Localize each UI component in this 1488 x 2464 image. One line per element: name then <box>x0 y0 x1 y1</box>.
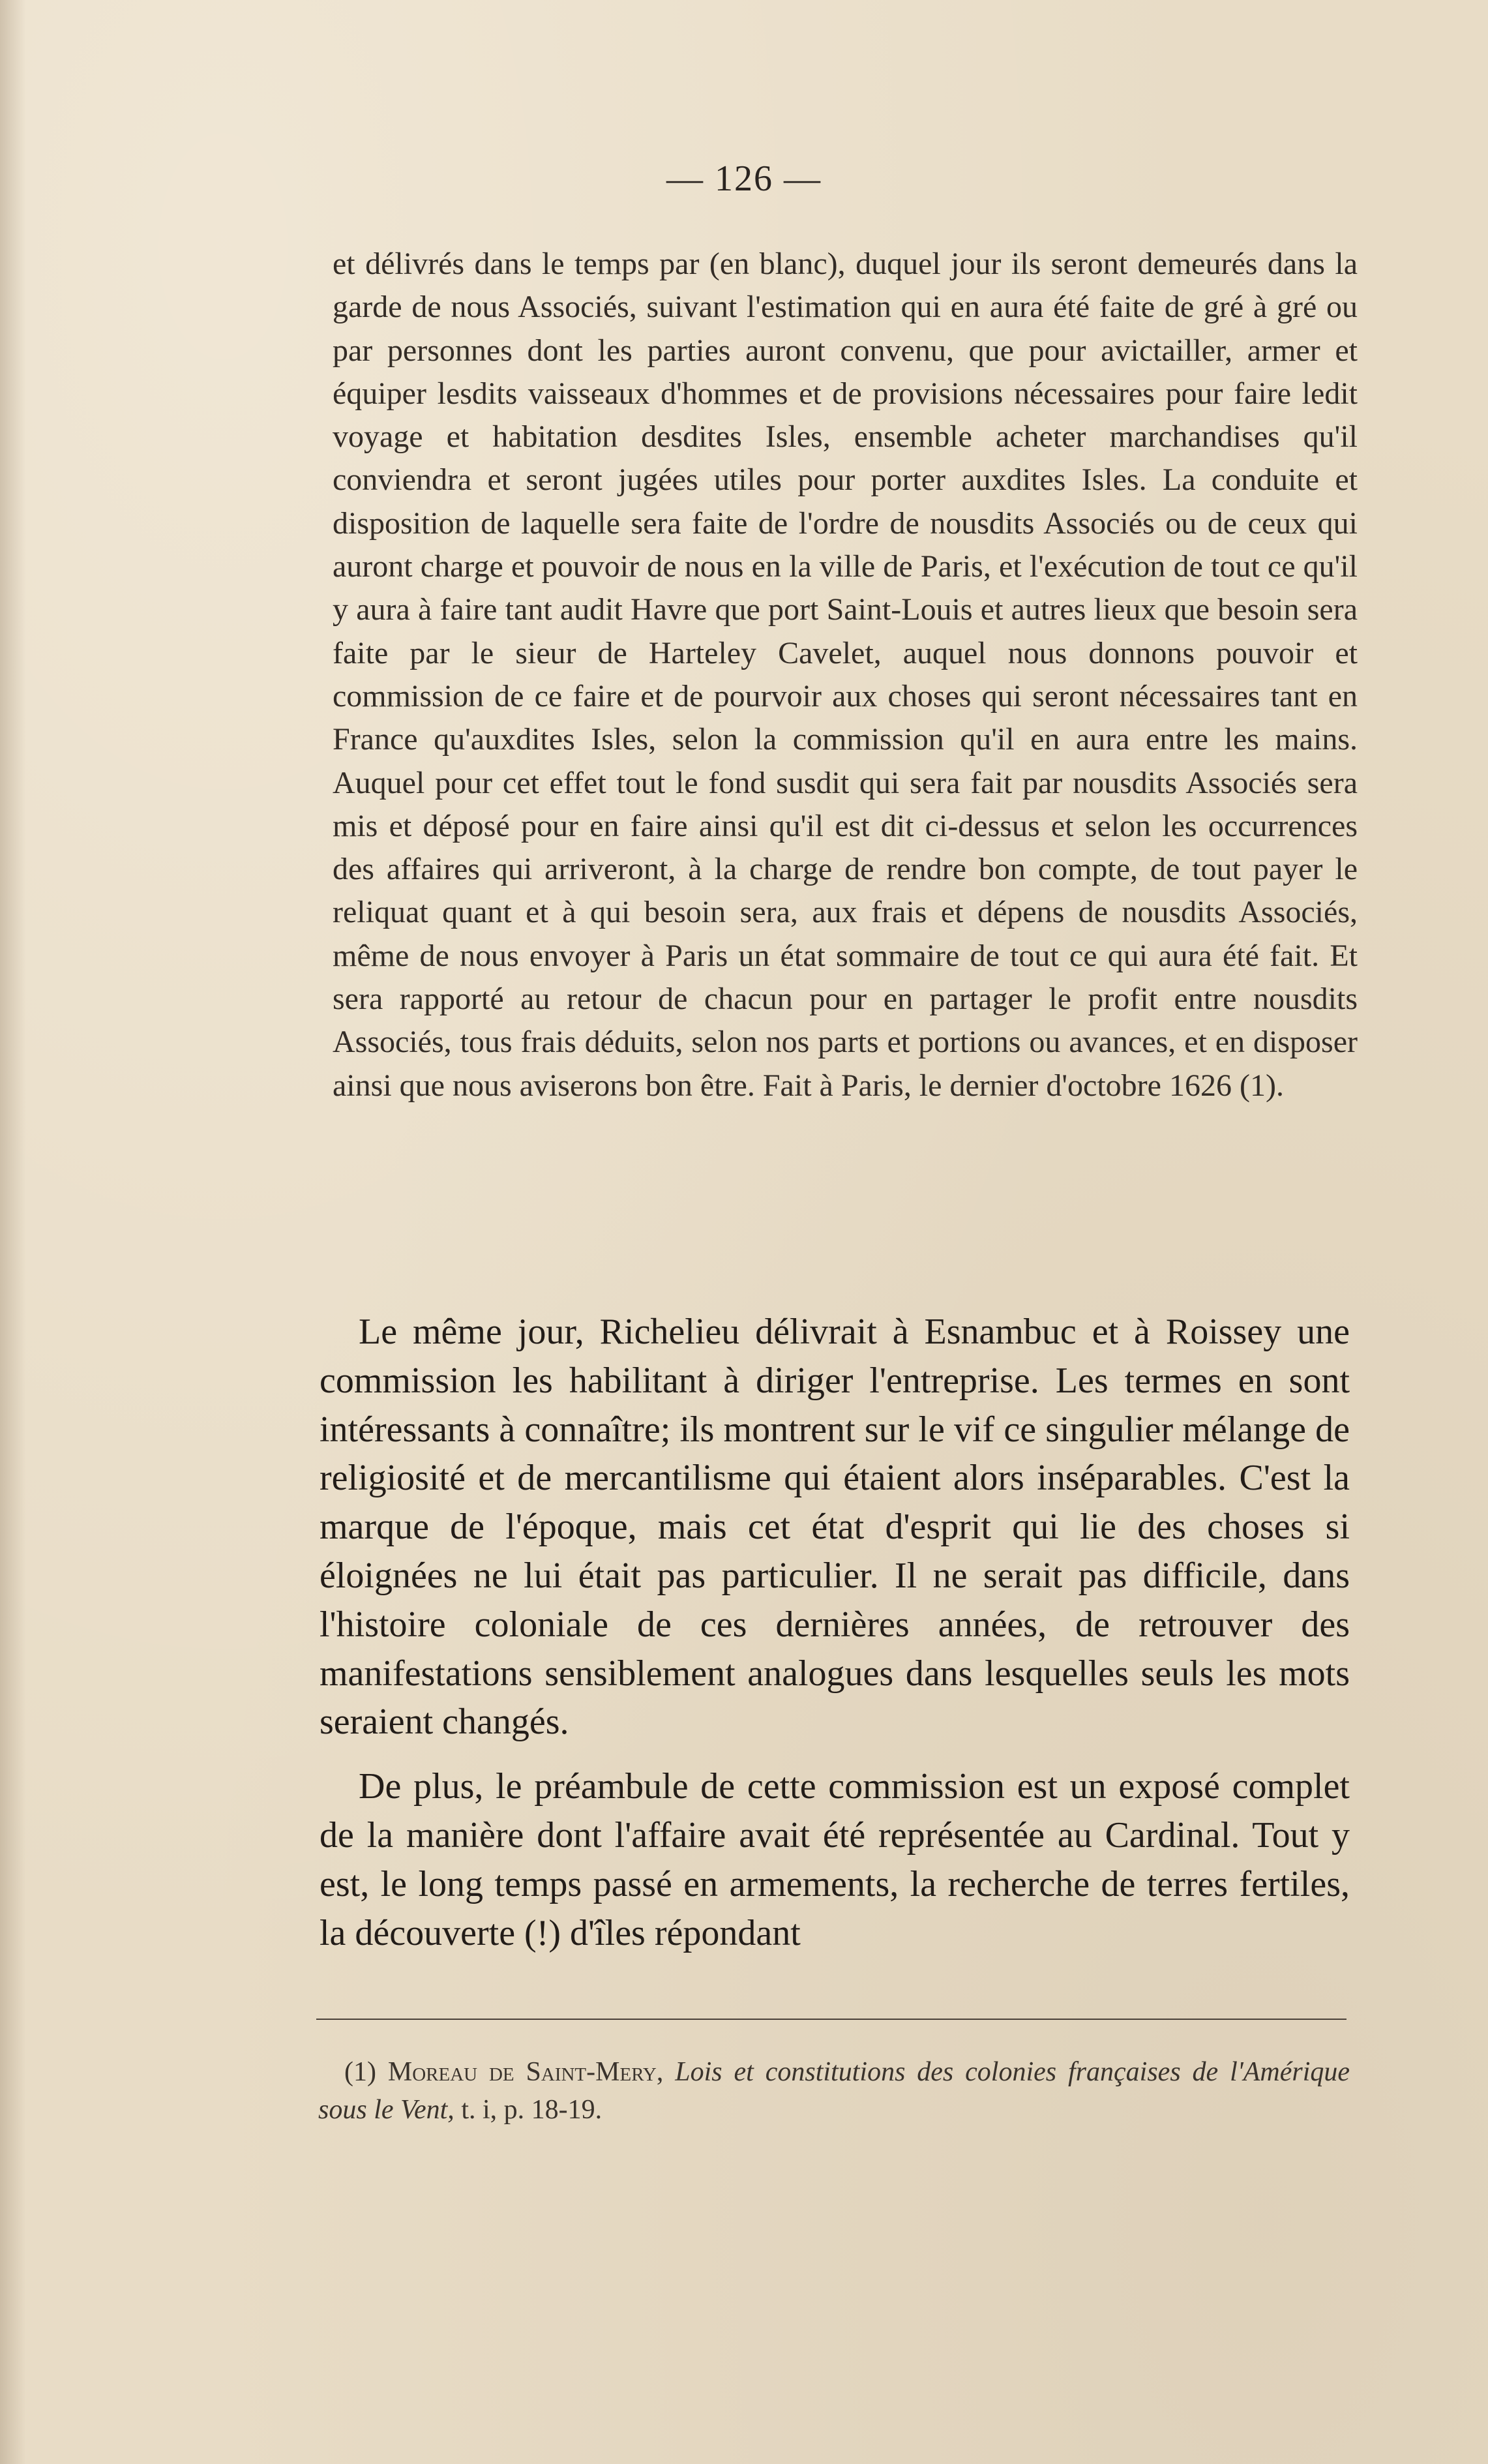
body-paragraph-1: Le même jour, Richelieu délivrait à Esnambuc et à Roissey une commission les habilitant à diriger l'entreprise. Les termes en sont intéressants à connaître; ils montrent sur le vif ce singulier mélange de religiosité et de mercantilisme qui étaient alors inséparables. C'est la marque de l'époque, mais cet état d'esprit qui lie des choses si éloignées ne lui était pas particulier. Il ne serait pas difficile, dans l'histoire coloniale de ces dernières années, de retrouver des manifestations sensiblement analogues dans lesquelles seuls les mots seraient changés. <box>320 1312 1350 1743</box>
page-edge-shadow <box>0 0 26 2464</box>
page-number: — 126 — <box>666 158 822 199</box>
quoted-document-block <box>333 243 1358 1107</box>
footnote-reference: t. i, p. 18-19. <box>461 2095 603 2125</box>
footnote-separator <box>316 2019 1347 2020</box>
main-text-block <box>320 1308 1350 1973</box>
footnote <box>318 2053 1350 2129</box>
footnote-marker: (1) <box>344 2057 376 2087</box>
footnote-title: Lois et constitutions des colonies françaises de l'Amérique sous le Vent, <box>318 2057 1350 2125</box>
body-paragraph-2: De plus, le préambule de cette commission est un exposé complet de la manière dont l'affaire avait été représentée au Cardinal. Tout y est, le long temps passé en armements, la recherche de terres fertiles, la découverte (!) d'îles répondant <box>320 1766 1350 1953</box>
footnote-author: Moreau de Saint-Mery, <box>387 2057 664 2087</box>
quoted-document-text: et délivrés dans le temps par (en blanc), duquel jour ils seront demeurés dans la garde de nous Associés, suivant l'estimation qui en aura été faite de gré à gré ou par personnes dont les parties auront convenu, que pour avictailler, armer et équiper lesdits vaisseaux d'hommes et de provisions nécessaires pour faire ledit voyage et habitation desdites Isles, ensemble acheter marchandises qu'il conviendra et seront jugées utiles pour porter auxdites Isles. La conduite et disposition de laquelle sera faite de l'ordre de nousdits Associés ou de ceux qui auront charge et pouvoir de nous en la ville de Paris, et l'exécution de tout ce qu'il y aura à faire tant audit Havre que port Saint-Louis et autres lieux que besoin sera faite par le sieur de Harteley Cavelet, auquel nous donnons pouvoir et commission de ce faire et de pourvoir aux choses qui seront nécessaires tant en France qu'auxdites Isles, selon la commission qu'il en aura entre les mains. Auquel pour cet effet tout le fond susdit qui sera fait par nousdits Associés sera mis et déposé pour en faire ainsi qu'il est dit ci-dessus et selon les occurrences des affaires qui arriveront, à la charge de rendre bon compte, de tout payer le reliquat quant et à qui besoin sera, aux frais et dépens de nousdits Associés, même de nous envoyer à Paris un état sommaire de tout ce qui aura été fait. Et sera rapporté au retour de chacun pour en partager le profit entre nousdits Associés, tous frais déduits, selon nos parts et portions ou avances, et en disposer ainsi que nous aviserons bon être. Fait à Paris, le dernier d'octobre 1626 (1). <box>333 247 1358 1103</box>
